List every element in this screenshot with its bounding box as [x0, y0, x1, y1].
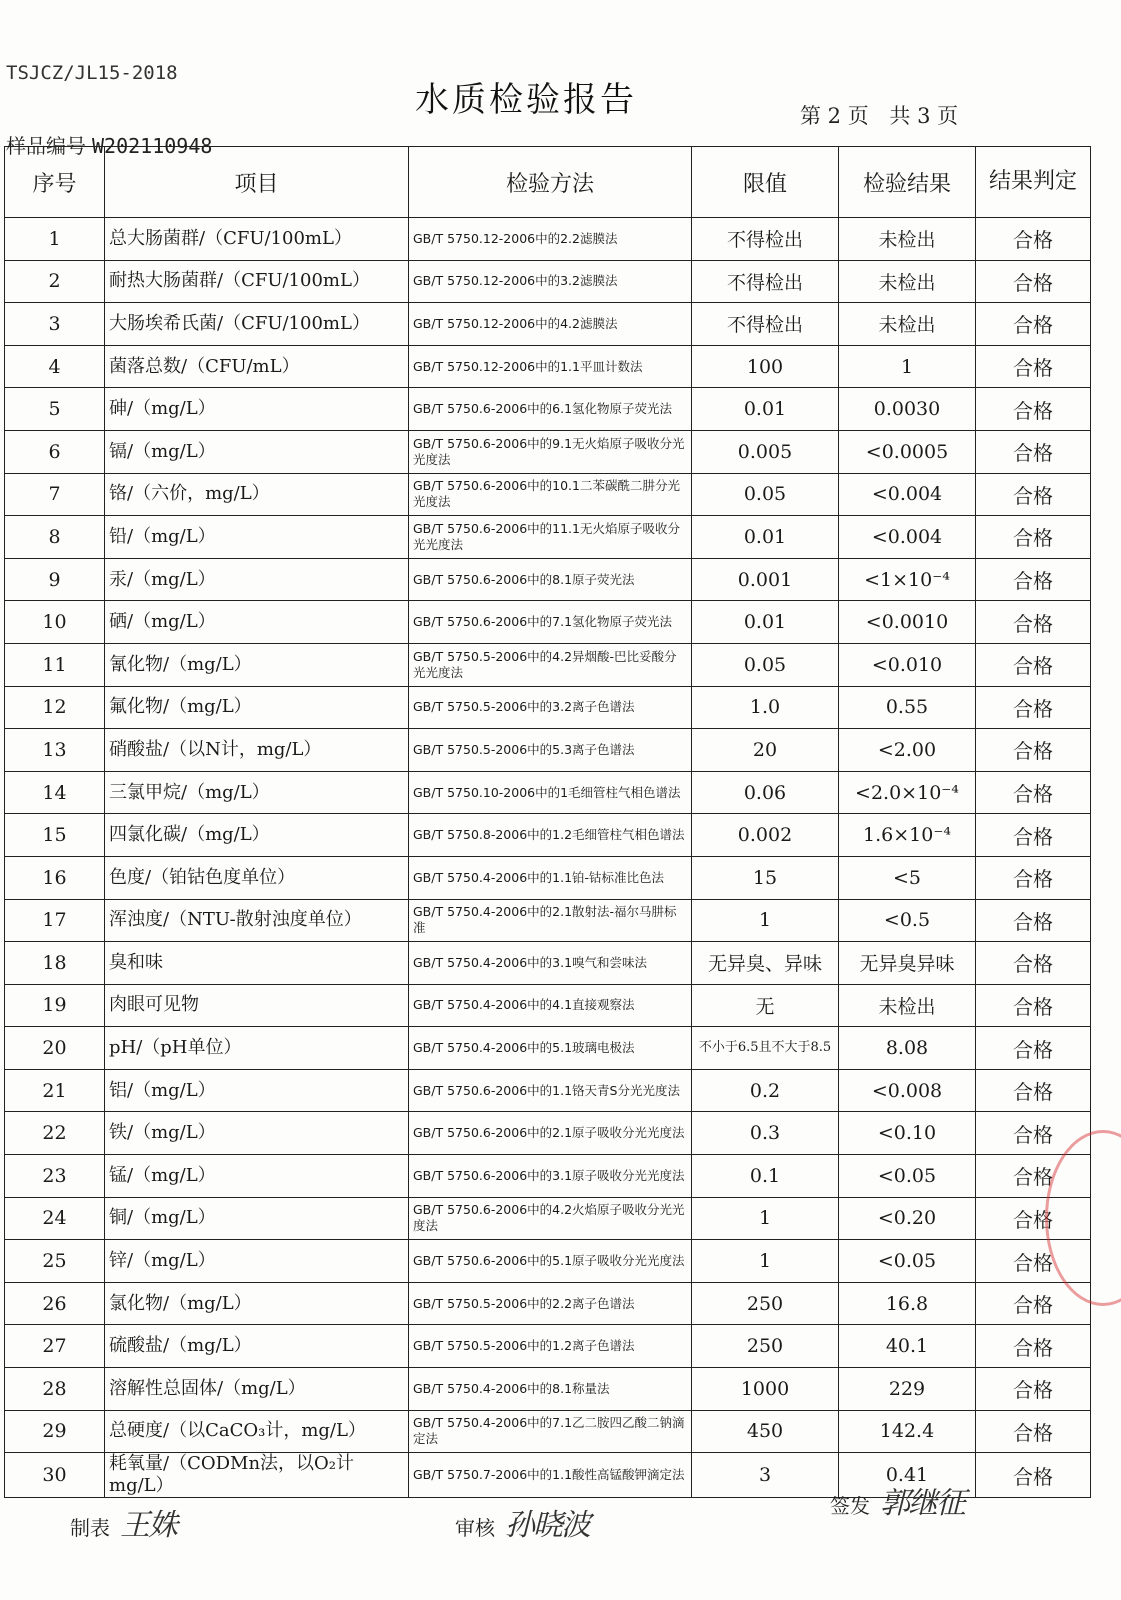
row-number: 20 — [5, 1027, 105, 1070]
row-item: 肉眼可见物 — [105, 984, 409, 1027]
row-item: pH/（pH单位） — [105, 1027, 409, 1070]
row-result: 40.1 — [839, 1325, 976, 1368]
row-item: 汞/（mg/L） — [105, 558, 409, 601]
row-number: 25 — [5, 1240, 105, 1283]
row-number: 8 — [5, 516, 105, 559]
row-limit: 1 — [692, 1197, 839, 1240]
row-judgment: 合格 — [976, 814, 1091, 857]
prepared-label: 制表 — [70, 1516, 110, 1540]
row-number: 3 — [5, 303, 105, 346]
row-method: GB/T 5750.5-2006中的4.2异烟酸-巴比妥酸分光光度法 — [409, 643, 692, 686]
row-method: GB/T 5750.4-2006中的1.1铂-钴标准比色法 — [409, 856, 692, 899]
row-result: 1 — [839, 345, 976, 388]
row-number: 17 — [5, 899, 105, 942]
row-result: <0.05 — [839, 1240, 976, 1283]
row-item: 耐热大肠菌群/（CFU/100mL） — [105, 260, 409, 303]
row-item: 硫酸盐/（mg/L） — [105, 1325, 409, 1368]
table-row — [5, 856, 1091, 899]
header-judgment: 结果判定 — [976, 147, 1091, 218]
row-judgment: 合格 — [976, 1368, 1091, 1411]
row-item: 氯化物/（mg/L） — [105, 1282, 409, 1325]
row-item: 铬/（六价，mg/L） — [105, 473, 409, 516]
row-item: 总硬度/（以CaCO₃计，mg/L） — [105, 1410, 409, 1453]
row-item: 铁/（mg/L） — [105, 1112, 409, 1155]
row-method: GB/T 5750.6-2006中的9.1无火焰原子吸收分光光度法 — [409, 430, 692, 473]
row-item: 锰/（mg/L） — [105, 1155, 409, 1198]
row-method: GB/T 5750.12-2006中的1.1平皿计数法 — [409, 345, 692, 388]
row-judgment: 合格 — [976, 1282, 1091, 1325]
row-result: 0.55 — [839, 686, 976, 729]
row-judgment: 合格 — [976, 899, 1091, 942]
table-row — [5, 1325, 1091, 1368]
row-result: <0.004 — [839, 473, 976, 516]
table-row — [5, 1368, 1091, 1411]
row-number: 18 — [5, 942, 105, 985]
row-result: <0.0010 — [839, 601, 976, 644]
row-judgment: 合格 — [976, 729, 1091, 772]
row-item: 锌/（mg/L） — [105, 1240, 409, 1283]
reviewed-label: 审核 — [455, 1516, 495, 1540]
row-limit: 0.01 — [692, 516, 839, 559]
table-row — [5, 473, 1091, 516]
sample-value: W202110948 — [92, 134, 213, 158]
row-limit: 0.2 — [692, 1069, 839, 1112]
row-item: 大肠埃希氏菌/（CFU/100mL） — [105, 303, 409, 346]
row-number: 11 — [5, 643, 105, 686]
row-result: <5 — [839, 856, 976, 899]
table-row — [5, 1069, 1091, 1112]
footer-reviewed — [455, 1500, 589, 1544]
row-limit: 450 — [692, 1410, 839, 1453]
row-item: 四氯化碳/（mg/L） — [105, 814, 409, 857]
table-row — [5, 218, 1091, 261]
row-method: GB/T 5750.6-2006中的6.1氢化物原子荧光法 — [409, 388, 692, 431]
row-method: GB/T 5750.12-2006中的4.2滤膜法 — [409, 303, 692, 346]
row-judgment: 合格 — [976, 771, 1091, 814]
row-item: 耗氧量/（CODMn法，以O₂计mg/L） — [105, 1453, 409, 1498]
row-judgment: 合格 — [976, 1112, 1091, 1155]
row-item: 氟化物/（mg/L） — [105, 686, 409, 729]
row-result: 1.6×10⁻⁴ — [839, 814, 976, 857]
row-method: GB/T 5750.6-2006中的1.1铬天青S分光光度法 — [409, 1069, 692, 1112]
row-judgment: 合格 — [976, 643, 1091, 686]
row-method: GB/T 5750.4-2006中的7.1乙二胺四乙酸二钠滴定法 — [409, 1410, 692, 1453]
table-row — [5, 771, 1091, 814]
row-judgment: 合格 — [976, 601, 1091, 644]
row-limit: 0.06 — [692, 771, 839, 814]
table-row — [5, 942, 1091, 985]
row-limit: 1.0 — [692, 686, 839, 729]
row-method: GB/T 5750.8-2006中的1.2毛细管柱气相色谱法 — [409, 814, 692, 857]
row-method: GB/T 5750.6-2006中的8.1原子荧光法 — [409, 558, 692, 601]
row-method: GB/T 5750.12-2006中的2.2滤膜法 — [409, 218, 692, 261]
results-table — [4, 146, 1091, 1498]
row-judgment: 合格 — [976, 1069, 1091, 1112]
row-limit: 不得检出 — [692, 218, 839, 261]
row-item: 三氯甲烷/（mg/L） — [105, 771, 409, 814]
row-item: 硒/（mg/L） — [105, 601, 409, 644]
row-number: 22 — [5, 1112, 105, 1155]
row-limit: 0.1 — [692, 1155, 839, 1198]
row-result: <2.00 — [839, 729, 976, 772]
report-title: 水质检验报告 — [415, 80, 637, 120]
row-result: 未检出 — [839, 984, 976, 1027]
row-item: 镉/（mg/L） — [105, 430, 409, 473]
row-result: 未检出 — [839, 303, 976, 346]
issued-label: 签发 — [830, 1494, 870, 1518]
row-limit: 1 — [692, 1240, 839, 1283]
row-result: <0.0005 — [839, 430, 976, 473]
table-row — [5, 388, 1091, 431]
row-limit: 0.3 — [692, 1112, 839, 1155]
prepared-signature: 王姝 — [120, 1508, 176, 1543]
row-method: GB/T 5750.7-2006中的1.1酸性高锰酸钾滴定法 — [409, 1453, 692, 1498]
row-method: GB/T 5750.6-2006中的7.1氢化物原子荧光法 — [409, 601, 692, 644]
document-code: TSJCZ/JL15-2018 — [6, 62, 178, 84]
row-number: 30 — [5, 1453, 105, 1498]
row-method: GB/T 5750.4-2006中的8.1称量法 — [409, 1368, 692, 1411]
row-method: GB/T 5750.4-2006中的5.1玻璃电极法 — [409, 1027, 692, 1070]
table-row — [5, 1410, 1091, 1453]
table-row — [5, 1112, 1091, 1155]
row-limit: 无 — [692, 984, 839, 1027]
row-limit: 不小于6.5且不大于8.5 — [692, 1027, 839, 1070]
page-total: 共 3 页 — [889, 104, 959, 128]
row-number: 28 — [5, 1368, 105, 1411]
footer-issued — [830, 1478, 964, 1522]
row-judgment: 合格 — [976, 1325, 1091, 1368]
row-item: 铅/（mg/L） — [105, 516, 409, 559]
row-judgment: 合格 — [976, 686, 1091, 729]
page-info — [800, 100, 972, 130]
row-result: 无异臭异味 — [839, 942, 976, 985]
row-number: 26 — [5, 1282, 105, 1325]
row-method: GB/T 5750.4-2006中的2.1散射法-福尔马肼标准 — [409, 899, 692, 942]
row-number: 29 — [5, 1410, 105, 1453]
table-header-row — [5, 147, 1091, 218]
table-row — [5, 430, 1091, 473]
issued-signature: 郭继征 — [880, 1486, 964, 1521]
table-row — [5, 516, 1091, 559]
row-number: 7 — [5, 473, 105, 516]
row-limit: 0.05 — [692, 473, 839, 516]
row-judgment: 合格 — [976, 1410, 1091, 1453]
row-limit: 无异臭、异味 — [692, 942, 839, 985]
row-method: GB/T 5750.6-2006中的11.1无火焰原子吸收分光光度法 — [409, 516, 692, 559]
footer-prepared — [70, 1500, 176, 1544]
row-number: 6 — [5, 430, 105, 473]
row-limit: 250 — [692, 1282, 839, 1325]
row-number: 16 — [5, 856, 105, 899]
row-result: <1×10⁻⁴ — [839, 558, 976, 601]
row-result: 未检出 — [839, 260, 976, 303]
row-limit: 不得检出 — [692, 303, 839, 346]
row-item: 硝酸盐/（以N计，mg/L） — [105, 729, 409, 772]
row-result: 16.8 — [839, 1282, 976, 1325]
table-row — [5, 601, 1091, 644]
row-limit: 0.005 — [692, 430, 839, 473]
row-result: 142.4 — [839, 1410, 976, 1453]
row-number: 4 — [5, 345, 105, 388]
table-row — [5, 1197, 1091, 1240]
row-number: 21 — [5, 1069, 105, 1112]
row-judgment: 合格 — [976, 473, 1091, 516]
row-item: 总大肠菌群/（CFU/100mL） — [105, 218, 409, 261]
row-method: GB/T 5750.5-2006中的1.2离子色谱法 — [409, 1325, 692, 1368]
table-row — [5, 1282, 1091, 1325]
sample-label: 样品编号 — [6, 134, 86, 158]
row-judgment: 合格 — [976, 345, 1091, 388]
row-limit: 1 — [692, 899, 839, 942]
row-method: GB/T 5750.5-2006中的2.2离子色谱法 — [409, 1282, 692, 1325]
row-judgment: 合格 — [976, 218, 1091, 261]
row-method: GB/T 5750.10-2006中的1毛细管柱气相色谱法 — [409, 771, 692, 814]
row-judgment: 合格 — [976, 1027, 1091, 1070]
table-row — [5, 643, 1091, 686]
row-number: 5 — [5, 388, 105, 431]
page-current: 第 2 页 — [800, 104, 869, 128]
table-row — [5, 558, 1091, 601]
row-limit: 0.05 — [692, 643, 839, 686]
row-judgment: 合格 — [976, 942, 1091, 985]
row-limit: 0.01 — [692, 601, 839, 644]
row-item: 色度/（铂钴色度单位） — [105, 856, 409, 899]
row-result: <0.010 — [839, 643, 976, 686]
row-number: 27 — [5, 1325, 105, 1368]
header-method: 检验方法 — [409, 147, 692, 218]
row-item: 铝/（mg/L） — [105, 1069, 409, 1112]
header-result: 检验结果 — [839, 147, 976, 218]
table-row — [5, 1027, 1091, 1070]
row-limit: 250 — [692, 1325, 839, 1368]
row-item: 砷/（mg/L） — [105, 388, 409, 431]
row-judgment: 合格 — [976, 558, 1091, 601]
row-result: 未检出 — [839, 218, 976, 261]
row-number: 23 — [5, 1155, 105, 1198]
row-judgment: 合格 — [976, 1240, 1091, 1283]
row-judgment: 合格 — [976, 1197, 1091, 1240]
row-judgment: 合格 — [976, 1453, 1091, 1498]
row-number: 19 — [5, 984, 105, 1027]
reviewed-signature: 孙晓波 — [505, 1508, 589, 1543]
row-result: 229 — [839, 1368, 976, 1411]
table-row — [5, 729, 1091, 772]
row-method: GB/T 5750.4-2006中的4.1直接观察法 — [409, 984, 692, 1027]
table-row — [5, 686, 1091, 729]
row-result: <0.05 — [839, 1155, 976, 1198]
row-limit: 不得检出 — [692, 260, 839, 303]
row-judgment: 合格 — [976, 260, 1091, 303]
row-result: <0.008 — [839, 1069, 976, 1112]
row-number: 13 — [5, 729, 105, 772]
row-result: 8.08 — [839, 1027, 976, 1070]
row-result: <0.5 — [839, 899, 976, 942]
row-method: GB/T 5750.6-2006中的2.1原子吸收分光光度法 — [409, 1112, 692, 1155]
row-result: 0.41 — [839, 1453, 976, 1498]
row-number: 1 — [5, 218, 105, 261]
row-result: <0.20 — [839, 1197, 976, 1240]
header-item: 项目 — [105, 147, 409, 218]
row-result: <0.004 — [839, 516, 976, 559]
row-result: <2.0×10⁻⁴ — [839, 771, 976, 814]
row-judgment: 合格 — [976, 430, 1091, 473]
row-number: 12 — [5, 686, 105, 729]
row-judgment: 合格 — [976, 1155, 1091, 1198]
row-item: 铜/（mg/L） — [105, 1197, 409, 1240]
row-result: <0.10 — [839, 1112, 976, 1155]
row-result: 0.0030 — [839, 388, 976, 431]
row-method: GB/T 5750.6-2006中的5.1原子吸收分光光度法 — [409, 1240, 692, 1283]
row-number: 14 — [5, 771, 105, 814]
row-item: 浑浊度/（NTU-散射浊度单位） — [105, 899, 409, 942]
table-row — [5, 984, 1091, 1027]
row-judgment: 合格 — [976, 984, 1091, 1027]
row-judgment: 合格 — [976, 516, 1091, 559]
row-number: 15 — [5, 814, 105, 857]
table-row — [5, 1240, 1091, 1283]
row-method: GB/T 5750.5-2006中的3.2离子色谱法 — [409, 686, 692, 729]
row-limit: 15 — [692, 856, 839, 899]
row-limit: 3 — [692, 1453, 839, 1498]
row-judgment: 合格 — [976, 388, 1091, 431]
row-limit: 100 — [692, 345, 839, 388]
row-judgment: 合格 — [976, 303, 1091, 346]
row-item: 氰化物/（mg/L） — [105, 643, 409, 686]
table-row — [5, 899, 1091, 942]
row-number: 2 — [5, 260, 105, 303]
header-limit: 限值 — [692, 147, 839, 218]
table-row — [5, 345, 1091, 388]
row-item: 菌落总数/（CFU/mL） — [105, 345, 409, 388]
table-row — [5, 303, 1091, 346]
row-number: 9 — [5, 558, 105, 601]
row-method: GB/T 5750.6-2006中的10.1二苯碳酰二肼分光光度法 — [409, 473, 692, 516]
row-limit: 1000 — [692, 1368, 839, 1411]
row-method: GB/T 5750.5-2006中的5.3离子色谱法 — [409, 729, 692, 772]
row-limit: 20 — [692, 729, 839, 772]
table-row — [5, 1155, 1091, 1198]
row-number: 10 — [5, 601, 105, 644]
row-method: GB/T 5750.12-2006中的3.2滤膜法 — [409, 260, 692, 303]
row-item: 溶解性总固体/（mg/L） — [105, 1368, 409, 1411]
table-row — [5, 814, 1091, 857]
row-method: GB/T 5750.6-2006中的4.2火焰原子吸收分光光度法 — [409, 1197, 692, 1240]
row-limit: 0.001 — [692, 558, 839, 601]
row-item: 臭和味 — [105, 942, 409, 985]
table-row — [5, 260, 1091, 303]
row-number: 24 — [5, 1197, 105, 1240]
row-limit: 0.01 — [692, 388, 839, 431]
row-limit: 0.002 — [692, 814, 839, 857]
row-method: GB/T 5750.6-2006中的3.1原子吸收分光光度法 — [409, 1155, 692, 1198]
row-method: GB/T 5750.4-2006中的3.1嗅气和尝味法 — [409, 942, 692, 985]
row-judgment: 合格 — [976, 856, 1091, 899]
header-no: 序号 — [5, 147, 105, 218]
